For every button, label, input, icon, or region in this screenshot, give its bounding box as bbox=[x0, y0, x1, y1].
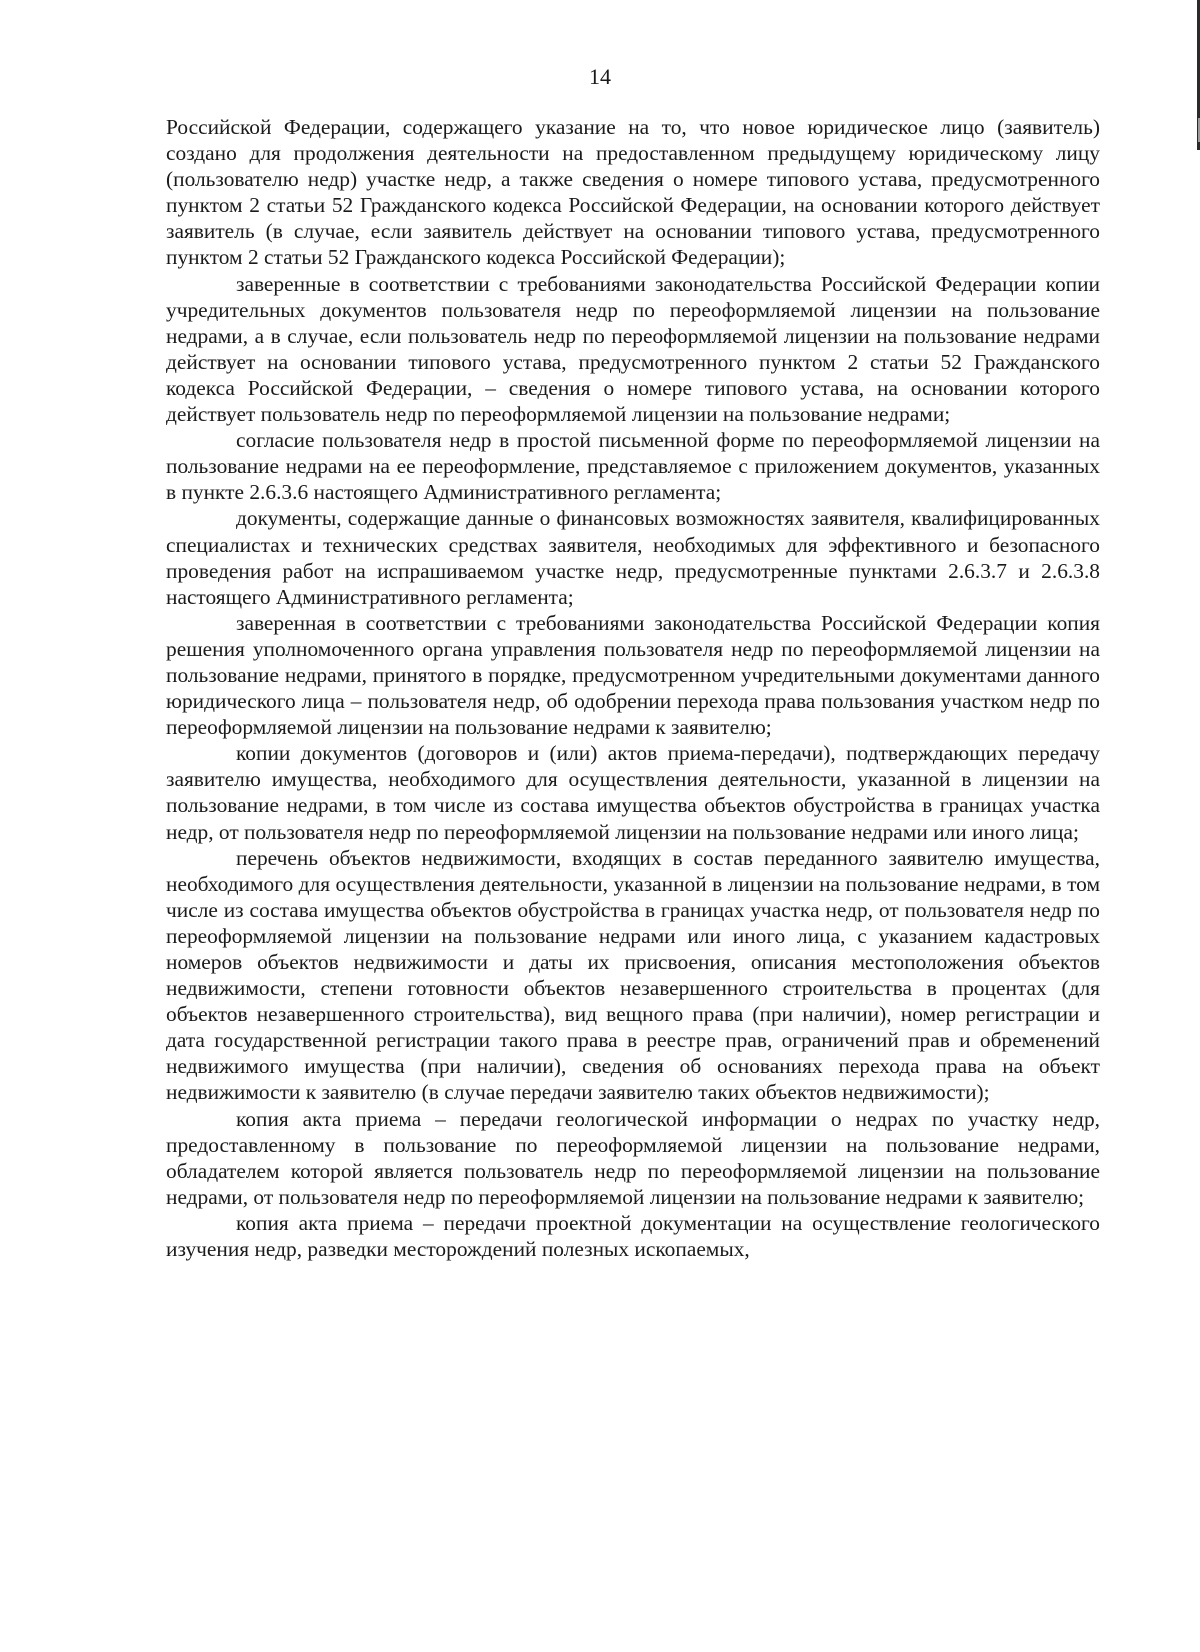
document-body bbox=[166, 114, 1100, 1262]
paragraph-financial-documents: документы, содержащие данные о финансовых возможностях заявителя, квалифицированных специалистах и технических средствах заявителя, необходимых для эффективного и безопасного проведения работ на испрашиваемом участке недр, предусмотренные пунктами 2.6.3.7 и 2.6.3.8 настоящего Административного регламента; bbox=[166, 506, 1100, 609]
paragraph-property-transfer: копии документов (договоров и (или) актов приема-передачи), подтверждающих передачу заявителю имущества, необходимого для осуществления деятельности, указанной в лицензии на пользование недрами, в том числе из состава имущества объектов обустройства в границах участка недр, от пользователя недр по переоформляемой лицензии на пользование недрами или иного лица; bbox=[166, 741, 1100, 844]
paragraph-project-documentation-act: копия акта приема – передачи проектной документации на осуществление геологического изучения недр, разведки месторождений полезных ископаемых, bbox=[166, 1210, 1100, 1262]
paragraph-continuation: Российской Федерации, содержащего указание на то, что новое юридическое лицо (заявитель) создано для продолжения деятельности на предоставленном предыдущему юридическому лицу (пользователю недр) участке недр, а также сведения о номере типового устава, предусмотренного пунктом 2 статьи 52 Гражданского кодекса Российской Федерации, на основании которого действует заявитель (в случае, если заявитель действует на основании типового устава, предусмотренного пунктом 2 статьи 52 Гражданского кодекса Российской Федерации); bbox=[166, 115, 1100, 270]
paragraph-consent: согласие пользователя недр в простой письменной форме по переоформляемой лицензии на пользование недрами на ее переоформление, представляемое с приложением документов, указанных в пункте 2.6.3.6 настоящего Административного регламента; bbox=[166, 428, 1100, 505]
paragraph-management-decision: заверенная в соответствии с требованиями законодательства Российской Федерации копия решения уполномоченного органа управления пользователя недр по переоформляемой лицензии на пользование недрами, принятого в порядке, предусмотренном учредительными документами данного юридического лица – пользователя недр, об одобрении перехода права пользования участком недр по переоформляемой лицензии на пользование недрами к заявителю; bbox=[166, 610, 1100, 740]
paragraph-founding-documents: заверенные в соответствии с требованиями законодательства Российской Федерации копии учредительных документов пользователя недр по переоформляемой лицензии на пользование недрами, а в случае, если пользователь недр по переоформляемой лицензии на пользование недрами действует на основании типового устава, предусмотренного пунктом 2 статьи 52 Гражданского кодекса Российской Федерации, – сведения о номере типового устава, на основании которого действует пользователь недр по переоформляемой лицензии на пользование недрами; bbox=[166, 271, 1100, 427]
paragraph-geological-info-act: копия акта приема – передачи геологической информации о недрах по участку недр, предоставленному в пользование по переоформляемой лицензии на пользование недрами, обладателем которой является пользователь недр по переоформляемой лицензии на пользование недрами, от пользователя недр по переоформляемой лицензии на пользование недрами к заявителю; bbox=[166, 1106, 1100, 1209]
page-number: 14 bbox=[589, 64, 611, 89]
paragraph-real-estate-list: перечень объектов недвижимости, входящих в состав переданного заявителю имущества, необходимого для осуществления деятельности, указанной в лицензии на пользование недрами, в том числе из состава имущества объектов обустройства в границах участка недр, от пользователя недр по переоформляемой лицензии на пользование недрами или иного лица, с указанием кадастровых номеров объектов недвижимости и даты их присвоения, описания местоположения объектов недвижимости, степени готовности объектов незавершенного строительства в процентах (для объектов незавершенного строительства), вид вещного права (при наличии), номер регистрации и дата государственной регистрации такого права в реестре прав, ограничений прав и обременений недвижимого имущества (при наличии), сведения об основаниях перехода права на объект недвижимости к заявителю (в случае передачи заявителю таких объектов недвижимости); bbox=[166, 845, 1100, 1105]
